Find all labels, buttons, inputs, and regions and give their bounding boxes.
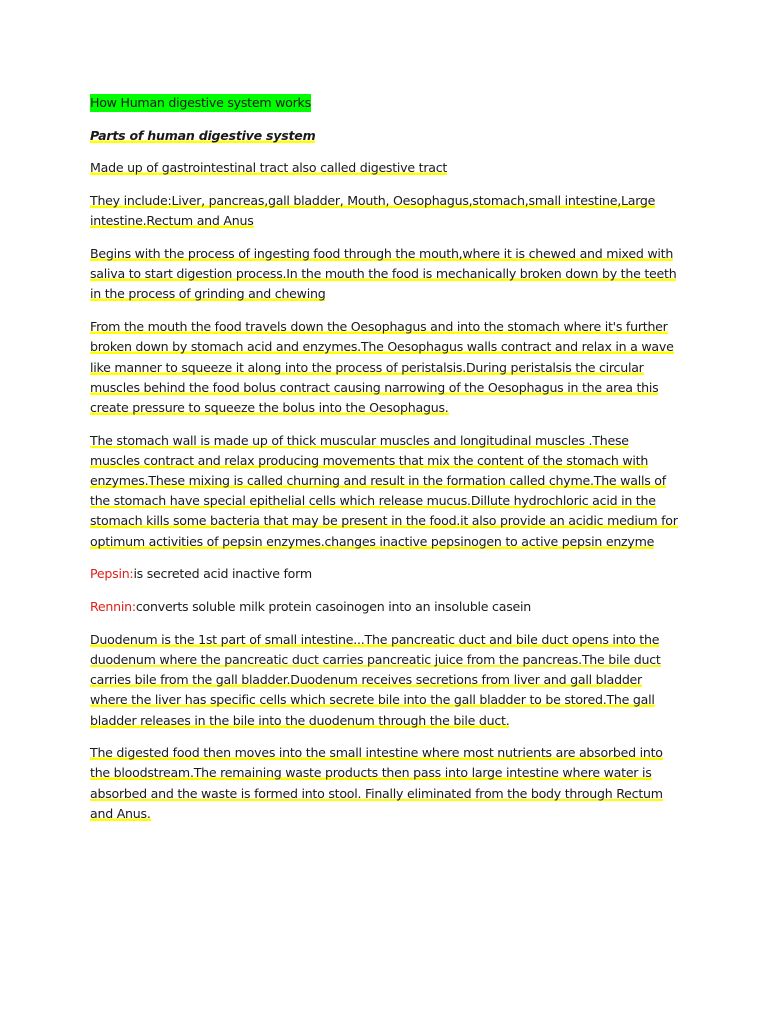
paragraph-duodenum	[90, 630, 680, 731]
document-title-line	[90, 93, 680, 113]
paragraph-organs	[90, 191, 680, 231]
document-body	[90, 93, 680, 837]
definition-text: converts soluble milk protein casoinogen into an insoluble casein	[135, 599, 531, 615]
definition-term: Rennin:	[90, 599, 136, 615]
definition-rennin	[90, 597, 680, 617]
paragraph-oesophagus-text: From the mouth the food travels down the Oesophagus and into the stomach where it's further broken down by stomach acid and enzymes.The Oesophagus walls contract and relax in a wave like manner to squeeze it along into the process of peristalsis.During peristalsis the circular muscles behind the food bolus contract causing narrowing of the Oesophagus in the area this create pressure to squeeze the bolus into the Oesophagus.	[90, 319, 674, 415]
section-heading: Parts of human digestive system	[90, 127, 316, 143]
paragraph-duodenum-text: Duodenum is the 1st part of small intestine...The pancreatic duct and bile duct opens into the duodenum where the pancreatic duct carries pancreatic juice from the pancreas.The bile duct carries bile from the gall bladder.Duodenum receives secretions from liver and gall bladder where the liver has specific cells which secrete bile into the gall bladder to be stored.The gall bladder releases in the bile into the duodenum through the bile duct.	[90, 631, 661, 728]
paragraph-stomach-text: The stomach wall is made up of thick muscular muscles and longitudinal muscles .These muscles contract and relax producing movements that mix the content of the stomach with enzymes.These mixing is called churning and result in the formation called chyme.The walls of the stomach have special epithelial cells which release mucus.Dillute hydrochloric acid in the stomach kills some bacteria that may be present in the food.it also provide an acidic medium for optimum activities of pepsin enzymes.changes inactive pepsinogen to active pepsin enzyme	[90, 432, 678, 549]
paragraph-intestine-text: The digested food then moves into the small intestine where most nutrients are absorbed into the bloodstream.The remaining waste products then pass into large intestine where water is absorbed and the waste is formed into stool. Finally eliminated from the body through Rectum and Anus.	[90, 745, 663, 821]
definition-pepsin	[90, 564, 680, 584]
paragraph-oesophagus	[90, 317, 680, 418]
paragraph-intro	[90, 158, 680, 178]
paragraph-intro-text: Made up of gastrointestinal tract also called digestive tract	[90, 160, 448, 176]
section-heading-line	[90, 126, 680, 146]
paragraph-mouth	[90, 244, 680, 305]
paragraph-organs-text: They include:Liver, pancreas,gall bladder, Mouth, Oesophagus,stomach,small intestine,Large intestine.Rectum and Anus	[90, 193, 656, 229]
definition-text: is secreted acid inactive form	[133, 566, 312, 582]
definition-term: Pepsin:	[90, 566, 134, 582]
paragraph-mouth-text: Begins with the process of ingesting food through the mouth,where it is chewed and mixed with saliva to start digestion process.In the mouth the food is mechanically broken down by the teeth in the process of grinding and chewing	[90, 246, 677, 302]
paragraph-stomach	[90, 431, 680, 552]
document-title: How Human digestive system works	[90, 95, 311, 110]
paragraph-intestine	[90, 743, 680, 824]
